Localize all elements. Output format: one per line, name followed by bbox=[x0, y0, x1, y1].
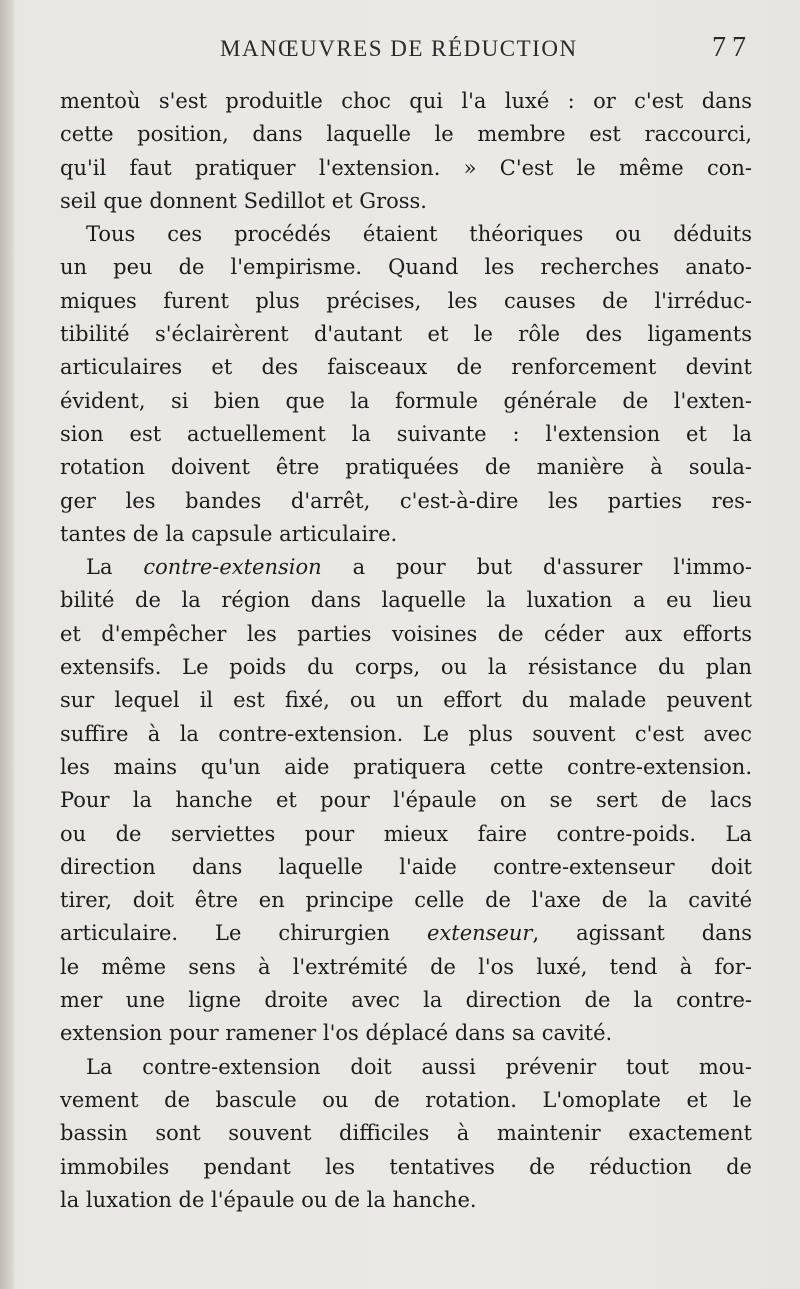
text-run: articulaire. Le chirurgien bbox=[60, 921, 428, 946]
text-line: le même sens à l'extrémité de l'os luxé, tend à for- bbox=[60, 954, 752, 979]
text-line: mentoù s'est produitle choc qui l'a luxé : or c'est dans bbox=[60, 89, 752, 113]
text-line: qu'il faut pratiquer l'extension. » C'est le même con- bbox=[60, 155, 752, 180]
text-line: Pour la hanche et pour l'épaule on se sert de lacs bbox=[60, 788, 752, 813]
text-line: vement de bascule ou de rotation. L'omoplate et le bbox=[60, 1087, 752, 1112]
text-line: sur lequel il est fixé, ou un effort du malade peuvent bbox=[60, 688, 752, 713]
text-line: évident, si bien que la formule générale de l'exten- bbox=[60, 388, 752, 413]
text-line: bilité de la région dans laquelle la luxation a eu lieu bbox=[60, 588, 752, 613]
paragraph-1 bbox=[60, 85, 752, 218]
text-line: la luxation de l'épaule ou de la hanche. bbox=[60, 1187, 477, 1212]
page-gutter bbox=[0, 0, 14, 1289]
text-line: suffire à la contre-extension. Le plus souvent c'est avec bbox=[60, 721, 752, 746]
text-line: rotation doivent être pratiquées de manière à soula- bbox=[60, 455, 752, 480]
text-line: bassin sont souvent difficiles à maintenir exactement bbox=[60, 1121, 752, 1146]
text-line: La contre-extension doit aussi prévenir tout mou- bbox=[86, 1054, 752, 1079]
text-line: tibilité s'éclairèrent d'autant et le rôle des ligaments bbox=[60, 322, 752, 347]
text-line: tirer, doit être en principe celle de l'axe de la cavité bbox=[60, 888, 752, 913]
text-line: ou de serviettes pour mieux faire contre-poids. La bbox=[60, 821, 752, 846]
text-line: cette position, dans laquelle le membre est raccourci, bbox=[60, 122, 752, 147]
text-run: , agissant dans bbox=[532, 921, 752, 946]
page-header bbox=[60, 32, 752, 76]
paragraph-4 bbox=[60, 1051, 752, 1217]
page-number: 77 bbox=[712, 32, 752, 63]
italic-term: contre-extension bbox=[143, 555, 322, 580]
text-line: un peu de l'empirisme. Quand les recherches anato- bbox=[60, 255, 752, 280]
text-line: seil que donnent Sedillot et Gross. bbox=[60, 188, 427, 213]
text-line: immobiles pendant les tentatives de réduction de bbox=[60, 1154, 752, 1179]
text-run: a pour but d'assurer l'immo- bbox=[321, 555, 753, 580]
text-run: La bbox=[86, 555, 144, 580]
text-line bbox=[60, 551, 752, 584]
running-title: MANŒUVRES DE RÉDUCTION bbox=[220, 36, 578, 61]
text-line: sion est actuellement la suivante : l'extension et la bbox=[60, 421, 752, 446]
text-line: miques furent plus précises, les causes de l'irréduc- bbox=[60, 288, 752, 313]
text-line: extension pour ramener l'os déplacé dans sa cavité. bbox=[60, 1021, 613, 1046]
paragraph-2 bbox=[60, 218, 752, 551]
italic-term: extenseur bbox=[427, 921, 533, 946]
text-line: direction dans laquelle l'aide contre-extenseur doit bbox=[60, 854, 752, 879]
text-line: articulaires et des faisceaux de renforcement devint bbox=[60, 355, 752, 380]
text-line: et d'empêcher les parties voisines de céder aux efforts bbox=[60, 621, 752, 646]
text-line: extensifs. Le poids du corps, ou la résistance du plan bbox=[60, 655, 752, 680]
text-line: Tous ces procédés étaient théoriques ou déduits bbox=[86, 222, 752, 247]
text-line bbox=[60, 917, 752, 950]
text-line: mer une ligne droite avec la direction de la contre- bbox=[60, 988, 752, 1013]
body-text bbox=[60, 85, 752, 1217]
paragraph-3 bbox=[60, 551, 752, 1050]
text-line: ger les bandes d'arrêt, c'est-à-dire les parties res- bbox=[60, 488, 752, 513]
text-line: tantes de la capsule articulaire. bbox=[60, 521, 398, 546]
text-line: les mains qu'un aide pratiquera cette contre-extension. bbox=[60, 754, 752, 779]
